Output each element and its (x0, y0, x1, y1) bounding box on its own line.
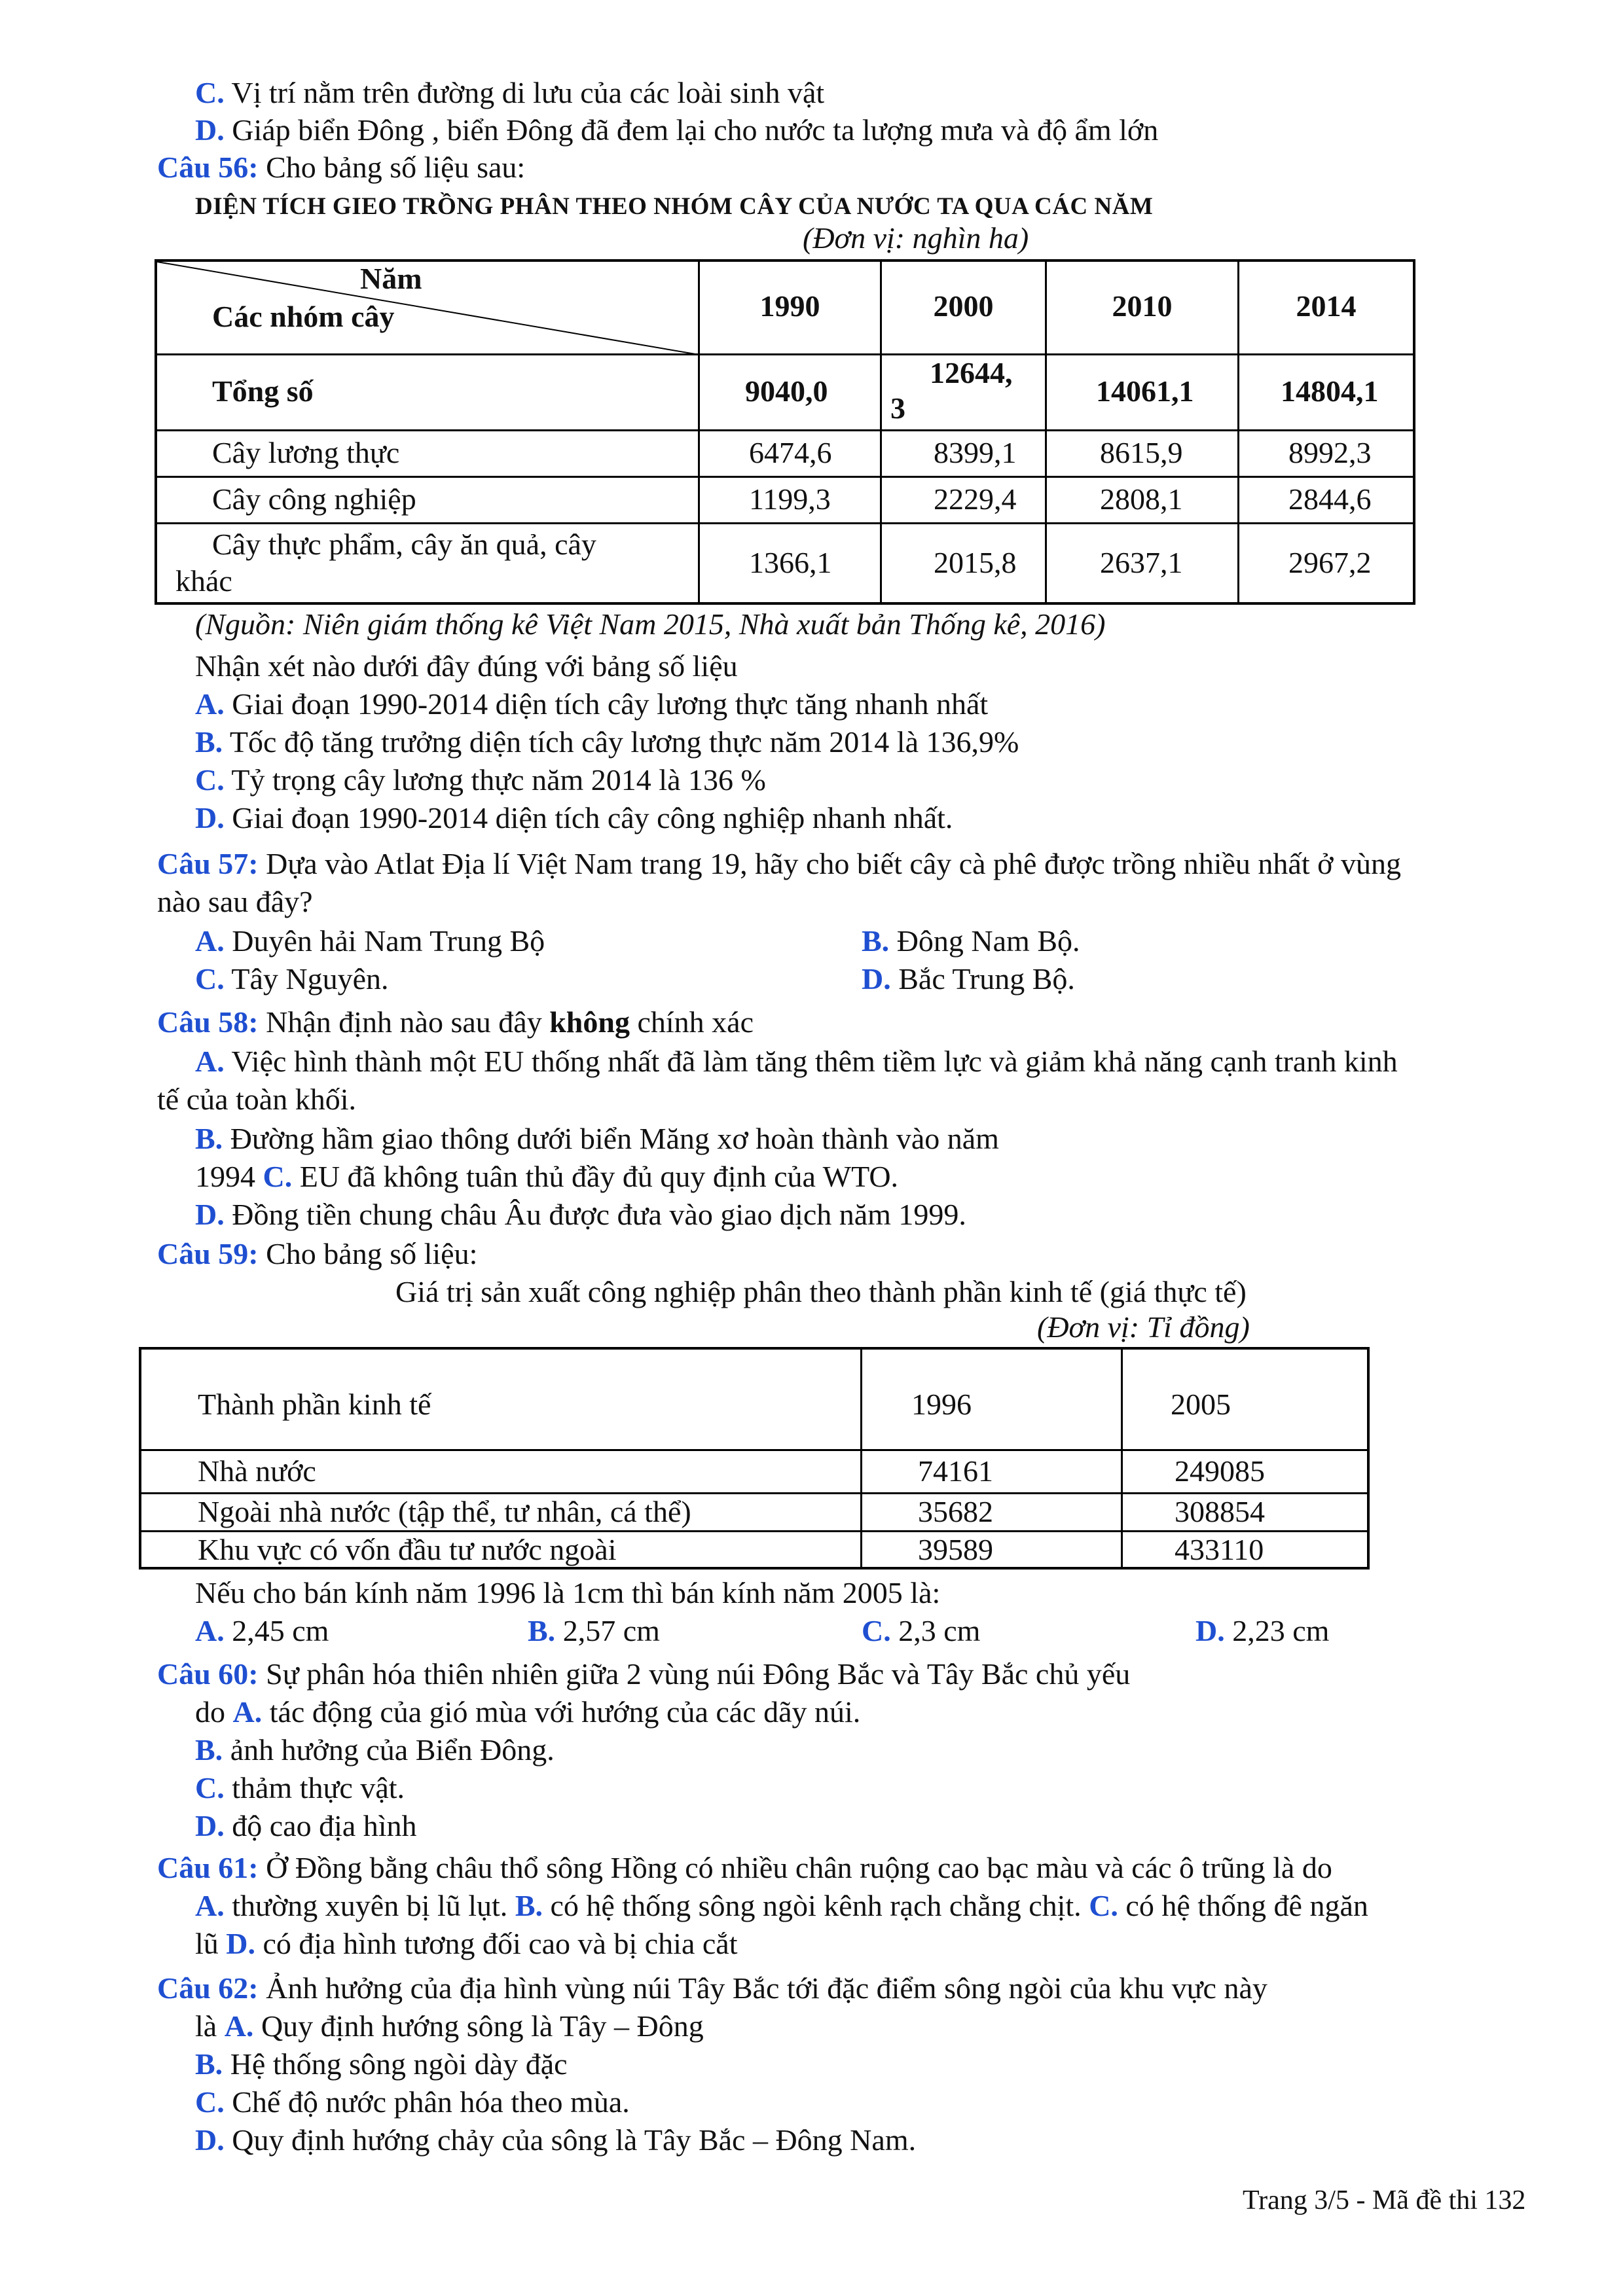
option-letter: D. (1195, 1614, 1225, 1647)
option-letter: C. (1089, 1889, 1118, 1922)
question-61 (157, 1850, 1332, 1886)
option-letter: C. (195, 1771, 225, 1804)
option-text: Tây Nguyên. (231, 962, 389, 996)
cell-value: 2808,1 (1100, 482, 1183, 516)
option-letter: C. (195, 962, 225, 996)
header-cell: 2005 (1171, 1388, 1231, 1421)
row-name: Nhà nước (198, 1454, 316, 1488)
cell-value-wrap: 3 (890, 391, 905, 425)
header-group-label: Các nhóm cây (212, 300, 395, 333)
option-text: Quy định hướng sông là Tây – Đông (261, 2009, 704, 2043)
option-text: Đông Nam Bộ. (896, 924, 1080, 958)
option-text: 2,3 cm (898, 1614, 981, 1647)
option-letter: C. (195, 2085, 225, 2119)
option-letter: C. (862, 1614, 891, 1647)
option-text: có địa hình tương đối cao và bị chia cắt (263, 1927, 738, 1960)
option-text: tác động của gió mùa với hướng của các dãy núi. (269, 1695, 861, 1729)
option-letter: D. (226, 1927, 256, 1960)
cell-value: 2229,4 (934, 482, 1017, 516)
cell-value: 2637,1 (1100, 546, 1183, 579)
option-c (195, 2084, 630, 2121)
cell-value: 308854 (1175, 1495, 1265, 1528)
option-text: Giáp biển Đông , biển Đông đã đem lại cho nước ta lượng mưa và độ ẩm lớn (232, 113, 1159, 147)
cell-value: 1199,3 (749, 482, 831, 516)
option-text: Chế độ nước phân hóa theo mùa. (232, 2085, 630, 2119)
header-year: 1990 (759, 289, 820, 323)
cell-value: 12644, (930, 356, 1013, 389)
row-name: Khu vực có vốn đầu tư nước ngoài (198, 1533, 617, 1566)
option-text: độ cao địa hình (232, 1809, 417, 1842)
question-prompt: Nhận xét nào dưới đây đúng với bảng số liệu (195, 649, 738, 683)
option-d (195, 1196, 966, 1233)
option-d (862, 961, 1075, 997)
table-rule (157, 476, 1413, 478)
option-letter: B. (195, 2047, 223, 2081)
option-text: có hệ thống đê ngăn (1125, 1889, 1368, 1922)
question-text: chính xác (637, 1005, 754, 1039)
row-name: Cây lương thực (212, 436, 400, 469)
question-prompt: Nếu cho bán kính năm 1996 là 1cm thì bán kính năm 2005 là: (195, 1576, 941, 1609)
option-letter: B. (195, 1733, 223, 1767)
option-letter: D. (195, 801, 225, 834)
cell-value: 2844,6 (1288, 482, 1372, 516)
option-letter: D. (862, 962, 891, 996)
option-c (195, 1770, 405, 1806)
option-a (195, 1043, 1398, 1080)
option-letter: B. (515, 1889, 543, 1922)
header-year: 2000 (933, 289, 994, 323)
option-b (195, 724, 1019, 761)
row-name: khác (175, 564, 232, 598)
option-b (195, 2046, 568, 2083)
options-line (195, 1888, 1368, 1924)
cell-value: 8992,3 (1288, 436, 1372, 469)
table-rule (141, 1449, 1367, 1451)
option-c (195, 961, 389, 997)
question-text: Cho bảng số liệu: (266, 1237, 478, 1270)
option-a (195, 2008, 704, 2045)
industry-value-table (139, 1347, 1370, 1570)
cell-value: 39589 (918, 1533, 993, 1566)
option-text: 2,57 cm (562, 1614, 660, 1647)
option-text: Việc hình thành một EU thống nhất đã làm tăng thêm tiềm lực và giảm khả năng cạnh tranh kinh (231, 1045, 1398, 1078)
row-name: Cây công nghiệp (212, 482, 416, 516)
option-text: Giai đoạn 1990-2014 diện tích cây công nghiệp nhanh nhất. (232, 801, 953, 834)
question-label: Câu 58: (157, 1005, 259, 1039)
question-label: Câu 62: (157, 1971, 259, 2005)
option-c (862, 1613, 980, 1649)
question-59 (157, 1236, 477, 1272)
table-unit: (Đơn vị: nghìn ha) (803, 221, 1029, 255)
option-letter: A. (232, 1695, 263, 1729)
question-text: Ở Đồng bằng châu thổ sông Hồng có nhiều chân ruộng cao bạc màu và các ô trũng là do (266, 1851, 1332, 1884)
question-text: Ảnh hưởng của địa hình vùng núi Tây Bắc tới đặc điểm sông ngòi của khu vực này (266, 1971, 1267, 2005)
option-letter: D. (195, 1198, 225, 1231)
cell-value: 9040,0 (745, 374, 828, 408)
cell-value: 1366,1 (749, 546, 832, 579)
option-d (195, 1808, 417, 1844)
option-letter: A. (195, 1614, 225, 1647)
option-b (195, 1121, 999, 1157)
option-text: EU đã không tuân thủ đầy đủ quy định của WTO. (299, 1160, 899, 1193)
option-text: Quy định hướng chảy của sông là Tây Bắc – Đông Nam. (232, 2123, 917, 2157)
question-text: Sự phân hóa thiên nhiên giữa 2 vùng núi Đông Bắc và Tây Bắc chủ yếu (266, 1657, 1131, 1691)
page-footer: Trang 3/5 - Mã đề thi 132 (1243, 2185, 1526, 2215)
option-a-cont: tế của toàn khối. (157, 1083, 357, 1116)
question-text: Nhận định nào sau đây (266, 1005, 542, 1039)
question-label: Câu 61: (157, 1851, 259, 1884)
cell-value: 14061,1 (1096, 374, 1194, 408)
question-text: Cho bảng số liệu sau: (266, 151, 526, 184)
question-label: Câu 60: (157, 1657, 259, 1691)
option-d (195, 800, 953, 836)
crop-area-table (155, 259, 1415, 605)
option-letter: A. (195, 1889, 225, 1922)
option-text: có hệ thống sông ngòi kênh rạch chằng chịt. (550, 1889, 1082, 1922)
option-b (528, 1613, 660, 1649)
option-a (195, 1694, 860, 1731)
table-rule (860, 1350, 862, 1567)
cell-value: 2015,8 (934, 546, 1017, 579)
table-rule (157, 429, 1413, 431)
option-letter: C. (195, 763, 225, 797)
header-cell: Thành phần kinh tế (198, 1388, 431, 1421)
option-text: 2,23 cm (1232, 1614, 1330, 1647)
options-line (195, 1926, 738, 1962)
cell-value: 74161 (918, 1454, 993, 1488)
question-label: Câu 57: (157, 847, 259, 880)
option-text: Bắc Trung Bộ. (898, 962, 1075, 996)
table-unit: (Đơn vị: Tỉ đồng) (1037, 1310, 1250, 1344)
option-letter: A. (195, 687, 225, 721)
question-label: Câu 56: (157, 151, 259, 184)
header-year: 2014 (1296, 289, 1357, 323)
option-b (862, 923, 1080, 960)
option-b (195, 1732, 555, 1768)
option-letter: C. (195, 76, 225, 109)
row-name: Ngoài nhà nước (tập thể, tư nhân, cá thể) (198, 1495, 691, 1528)
option-text: Đường hầm giao thông dưới biển Măng xơ hoàn thành vào năm (230, 1122, 999, 1155)
question-text-cont: là (195, 2009, 217, 2043)
option-letter: D. (195, 113, 225, 147)
cell-value: 433110 (1175, 1533, 1264, 1566)
option-c (195, 762, 766, 798)
option-text: Hệ thống sông ngòi dày đặc (230, 2047, 568, 2081)
option-b-c-line (195, 1158, 898, 1195)
question-text-cont: do (195, 1695, 225, 1729)
option-text: lũ (195, 1927, 219, 1960)
question-56 (157, 149, 525, 186)
option-letter: A. (195, 924, 225, 958)
question-60 (157, 1656, 1130, 1693)
option-letter: D. (195, 2123, 225, 2157)
option-text: 1994 (195, 1160, 255, 1193)
header-cell: 1996 (911, 1388, 972, 1421)
cell-value: 8399,1 (934, 436, 1017, 469)
option-letter: B. (528, 1614, 556, 1647)
cell-value: 8615,9 (1100, 436, 1183, 469)
table-rule (157, 522, 1413, 524)
question-label: Câu 59: (157, 1237, 259, 1270)
option-text: ảnh hưởng của Biển Đông. (230, 1733, 555, 1767)
table-source: (Nguồn: Niên giám thống kê Việt Nam 2015, Nhà xuất bản Thống kê, 2016) (195, 607, 1106, 641)
option-letter: B. (195, 725, 223, 759)
option-text: thường xuyên bị lũ lụt. (232, 1889, 508, 1922)
option-letter: C. (263, 1160, 293, 1193)
option-a (195, 1613, 329, 1649)
option-text: 2,45 cm (232, 1614, 329, 1647)
option-d-prev (195, 112, 1158, 149)
option-letter: B. (195, 1122, 223, 1155)
option-d (195, 2122, 916, 2159)
table-title: DIỆN TÍCH GIEO TRỒNG PHÂN THEO NHÓM CÂY CỦA NƯỚC TA QUA CÁC NĂM (195, 193, 1154, 220)
table-title: Giá trị sản xuất công nghiệp phân theo thành phần kinh tế (giá thực tế) (395, 1275, 1247, 1308)
option-letter: A. (224, 2009, 254, 2043)
cell-value: 35682 (918, 1495, 993, 1528)
row-name: Tổng số (212, 374, 314, 408)
question-text: Dựa vào Atlat Địa lí Việt Nam trang 19, hãy cho biết cây cà phê được trồng nhiều nhất ở vùng (266, 847, 1401, 880)
cell-value: 249085 (1175, 1454, 1265, 1488)
option-text: thảm thực vật. (232, 1771, 405, 1804)
option-text: Đồng tiền chung châu Âu được đưa vào giao dịch năm 1999. (232, 1198, 966, 1231)
option-text: Tốc độ tăng trưởng diện tích cây lương thực năm 2014 là 136,9% (229, 725, 1019, 759)
option-text: Vị trí nằm trên đường di lưu của các loài sinh vật (231, 76, 825, 109)
cell-value: 14804,1 (1281, 374, 1379, 408)
option-letter: D. (195, 1809, 225, 1842)
option-c-prev (195, 75, 824, 111)
option-text: Tỷ trọng cây lương thực năm 2014 là 136 % (231, 763, 766, 797)
cell-value: 6474,6 (749, 436, 832, 469)
question-text-emphasis: không (549, 1005, 630, 1039)
question-57 (157, 846, 1401, 882)
table-rule (1121, 1350, 1123, 1567)
question-58 (157, 1004, 754, 1041)
option-text: Giai đoạn 1990-2014 diện tích cây lương thực tăng nhanh nhất (232, 687, 989, 721)
option-text: Duyên hải Nam Trung Bộ (232, 924, 545, 958)
header-year-label: Năm (360, 262, 422, 295)
question-text-cont: nào sau đây? (157, 885, 313, 918)
option-letter: B. (862, 924, 890, 958)
option-a (195, 686, 988, 723)
header-year: 2010 (1112, 289, 1173, 323)
cell-value: 2967,2 (1288, 546, 1372, 579)
option-letter: A. (195, 1045, 225, 1078)
row-name: Cây thực phẩm, cây ăn quả, cây (212, 528, 596, 561)
question-62 (157, 1970, 1267, 2007)
option-d (1195, 1613, 1329, 1649)
option-a (195, 923, 545, 960)
